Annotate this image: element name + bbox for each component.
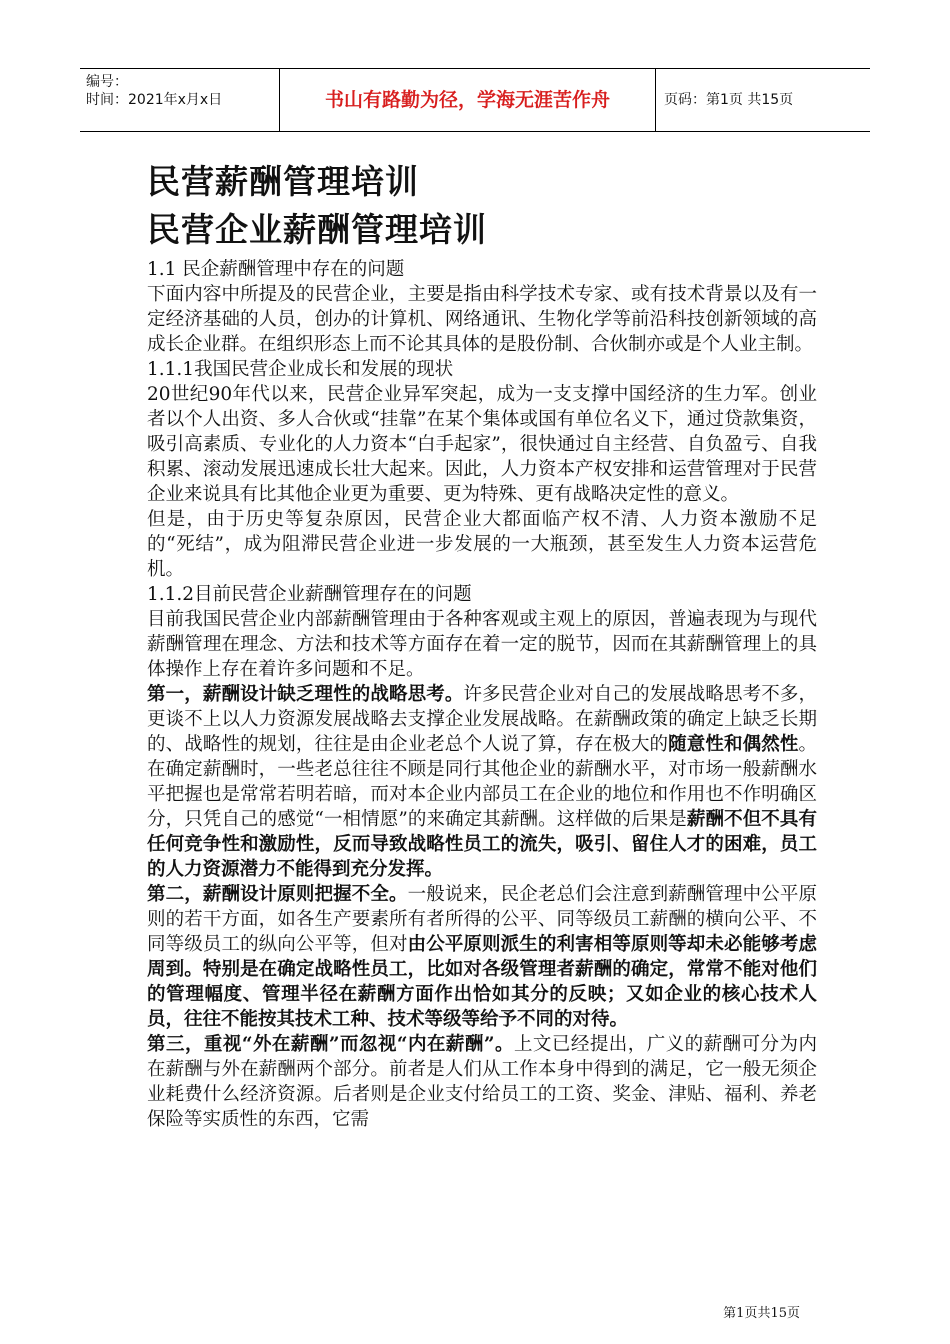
bold-text: 第一，薪酬设计缺乏理性的战略思考。 bbox=[147, 684, 464, 705]
bold-text: 第二，薪酬设计原则把握不全。 bbox=[147, 884, 408, 905]
bold-text: 由公平原则派生的利害相等原则等却未必能够考虑周到。特别是在确定战略性员工，比如对各级管理者薪酬的确定，常常不能对他们的管理幅度、管理半径在薪酬方面作出恰如其分的反映；又如企业的核心技术人员，往往不能按其技术工种、技术等级等给予不同的对待。 bbox=[147, 934, 817, 1030]
paragraph-intro: 下面内容中所提及的民营企业，主要是指由科学技术专家、或有技术背景以及有一定经济基础的人员，创办的计算机、网络通讯、生物化学等前沿科技创新领域的高成长企业群。在组织形态上而不论其具体的是股份制、合伙制亦或是个人业主制。 bbox=[147, 284, 817, 355]
paragraph-bottleneck: 但是，由于历史等复杂原因，民营企业大都面临产权不清、人力资本激励不足的“死结”，成为阻滞民营企业进一步发展的一大瓶颈，甚至发生人力资本运营危机。 bbox=[147, 509, 817, 580]
document-subtitle: 民营企业薪酬管理培训 bbox=[147, 210, 487, 249]
document-title: 民营薪酬管理培训 bbox=[147, 162, 419, 201]
body-text: 上文已经提出，广义的薪酬可分为内在薪酬与外在薪酬两个部分。前者是人们从工作本身中得到的满足，它一般无须企业耗费什么经济资源。后者则是企业支付给员工的工资、奖金、津贴、福利、养老保险等实质性的东西，它需 bbox=[147, 1034, 817, 1130]
body-text: 一般说来，民企老总们会注意到薪酬管理中公平原则的若干方面，如各生产要素所有者所得的公平、同等级员工薪酬的横向公平、不同等级员工的纵向公平等，但对 bbox=[147, 884, 817, 955]
document-time-label: 时间：2021年x月x日 bbox=[86, 92, 223, 108]
bold-text: 第三，重视“外在薪酬”而忽视“内在薪酬”。 bbox=[147, 1034, 514, 1055]
section-heading-1-1-1: 1.1.1我国民营企业成长和发展的现状 bbox=[147, 359, 454, 380]
paragraph-first-point bbox=[147, 682, 817, 882]
page-footer: 第1页共15页 bbox=[723, 1306, 800, 1321]
header-motto: 书山有路勤为径，学海无涯苦作舟 bbox=[280, 69, 656, 131]
section-heading-1-1-2: 1.1.2目前民营企业薪酬管理存在的问题 bbox=[147, 584, 472, 605]
paragraph-problems: 目前我国民营企业内部薪酬管理由于各种客观或主观上的原因，普遍表现为与现代薪酬管理在理念、方法和技术等方面存在着一定的脱节，因而在其薪酬管理上的具体操作上存在着许多问题和不足。 bbox=[147, 609, 817, 680]
page-header bbox=[80, 68, 870, 132]
header-meta bbox=[80, 69, 280, 131]
document-body bbox=[147, 257, 817, 1132]
body-text: 许多民营企业对自己的发展战略思考不多，更谈不上以人力资源发展战略去支撑企业发展战略。在薪酬政策的确定上缺乏长期的、战略性的规划，往往是由企业老总个人说了算，存在极大的 bbox=[147, 684, 817, 755]
paragraph-third-point bbox=[147, 1032, 817, 1132]
header-page-info: 页码：第1页 共15页 bbox=[664, 92, 794, 108]
document-number-label: 编号： bbox=[86, 74, 128, 90]
section-heading-1-1: 1.1 民企薪酬管理中存在的问题 bbox=[147, 259, 405, 280]
paragraph-status: 20世纪90年代以来，民营企业异军突起，成为一支支撑中国经济的生力军。创业者以个人出资、多人合伙或“挂靠”在某个集体或国有单位名义下，通过贷款集资，吸引高素质、专业化的人力资本“白手起家”，很快通过自主经营、自负盈亏、自我积累、滚动发展迅速成长壮大起来。因此，人力资本产权安排和运营管理对于民营企业来说具有比其他企业更为重要、更为特殊、更有战略决定性的意义。 bbox=[147, 384, 817, 505]
paragraph-second-point bbox=[147, 882, 817, 1032]
body-text: 。在确定薪酬时，一些老总往往不顾是同行其他企业的薪酬水平，对市场一般薪酬水平把握也是常常若明若暗，而对本企业内部员工在企业的地位和作用也不作明确区分，只凭自己的感觉“一相情愿”的来确定其薪酬。这样做的后果是 bbox=[147, 734, 817, 830]
bold-text: 随意性和偶然性 bbox=[668, 734, 799, 755]
bold-text: 薪酬不但不具有任何竞争性和激励性，反而导致战略性员工的流失，吸引、留住人才的困难，员工的人力资源潜力不能得到充分发挥。 bbox=[147, 809, 817, 880]
